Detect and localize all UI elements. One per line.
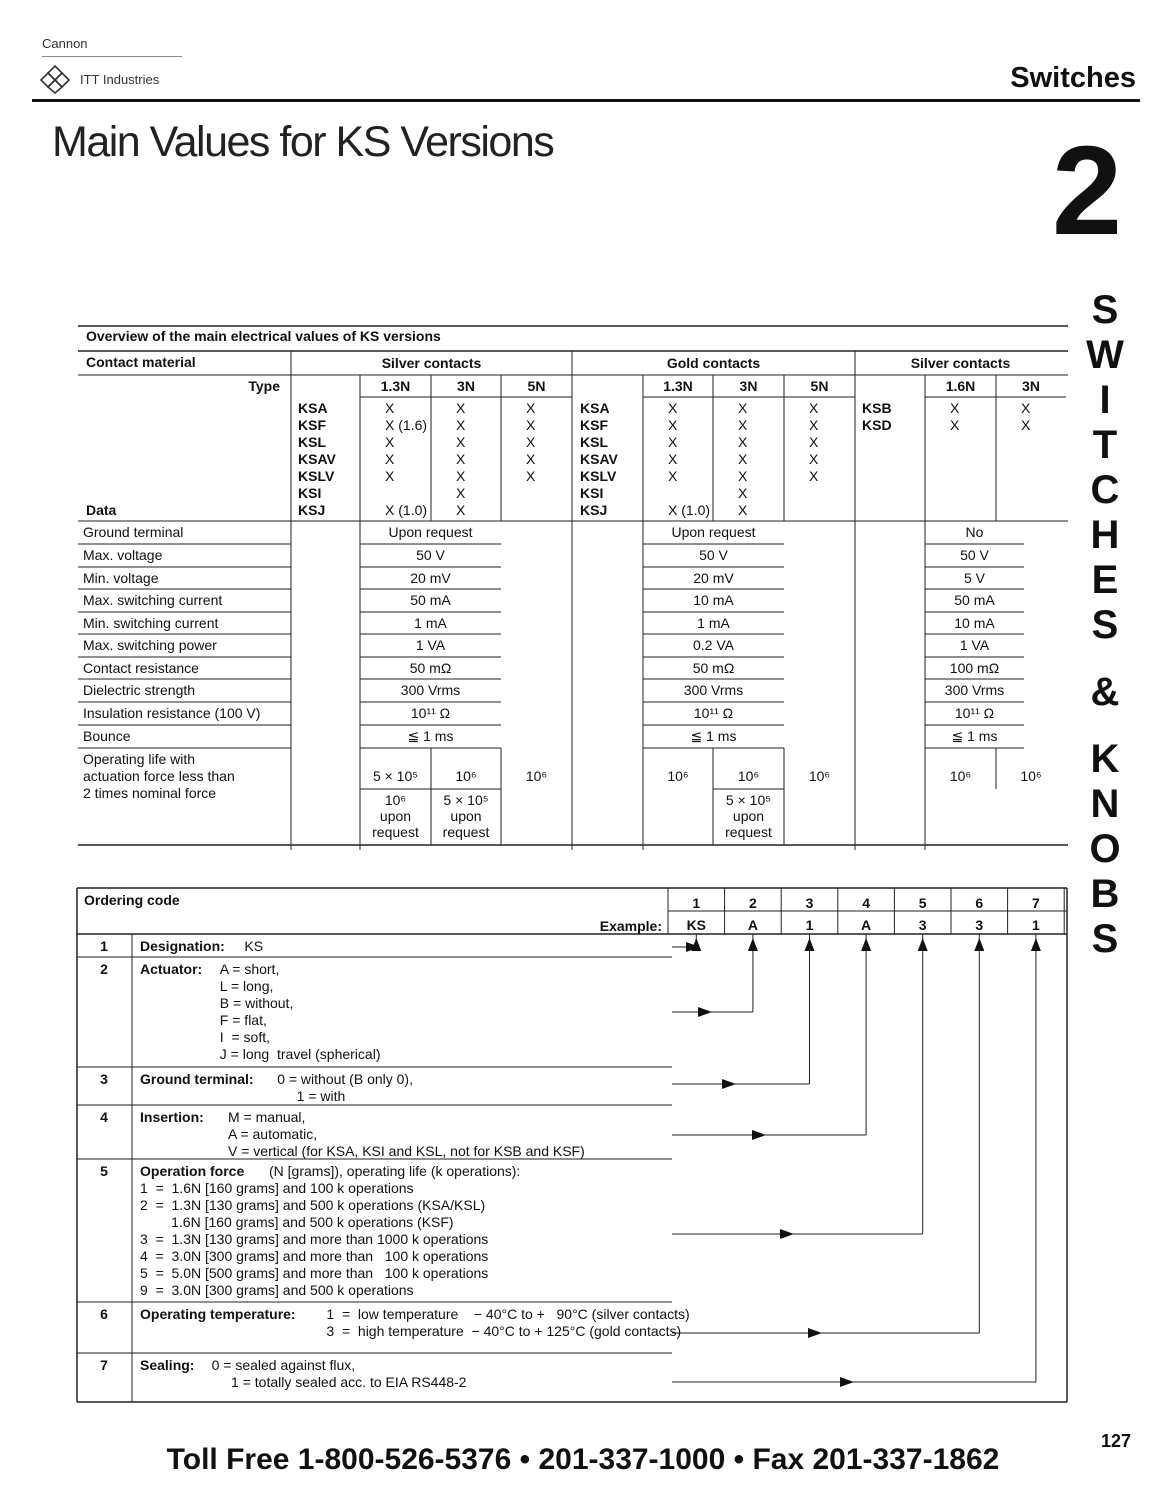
row-number: 6: [100, 1306, 108, 1322]
availability-mark: X: [526, 468, 536, 484]
availability-mark: X: [668, 451, 678, 467]
row-label: Min. voltage: [83, 570, 159, 586]
availability-mark: X: [526, 434, 536, 450]
option-label: Sealing:: [140, 1357, 195, 1373]
option-line: 1 = 1.6N [160 grams] and 100 k operations: [140, 1180, 414, 1196]
value-cell: Upon request: [388, 524, 473, 540]
option-line: 0 = sealed against flux,: [211, 1357, 356, 1373]
value-cell: 10 mA: [693, 592, 734, 608]
option-line: F = flat,: [219, 1012, 267, 1028]
itt-logo-icon: [40, 64, 70, 94]
row-number: 7: [100, 1357, 108, 1373]
header-rule: [32, 99, 1140, 102]
availability-mark: X: [456, 400, 466, 416]
value-cell: 50 mA: [410, 592, 451, 608]
value-cell: 50 V: [699, 547, 728, 563]
vertical-letter: S: [1091, 288, 1119, 332]
type-header: 5N: [527, 378, 546, 394]
type-header: 3N: [457, 378, 475, 394]
vertical-letter: N: [1090, 782, 1120, 826]
value-cell: 100 mΩ: [949, 660, 1000, 676]
life-value: 5 × 10⁵: [372, 768, 419, 784]
type-header: 1.3N: [380, 378, 411, 394]
option-line: J = long travel (spherical): [219, 1046, 381, 1062]
type-header: 3N: [739, 378, 758, 394]
availability-mark: X: [456, 451, 466, 467]
row-label: Max. switching power: [83, 637, 217, 653]
life-value: 10⁶: [1020, 768, 1042, 784]
vertical-letter: O: [1089, 827, 1121, 871]
option-line: 4 = 3.0N [300 grams] and more than 100 k operations: [140, 1248, 489, 1264]
value-cell: 300 Vrms: [944, 682, 1005, 698]
option-label: Actuator:: [140, 961, 203, 977]
row-label: Bounce: [83, 728, 131, 744]
value-cell: 50 mΩ: [409, 660, 452, 676]
availability-mark: X: [526, 400, 536, 416]
option-line: 3 = high temperature − 40°C to + 125°C (gold contacts): [326, 1323, 682, 1339]
row-number: 2: [100, 961, 108, 977]
value-cell: 0.2 VA: [693, 637, 734, 653]
version-code: KSL: [580, 434, 608, 450]
vertical-letter: I: [1099, 378, 1111, 422]
value-cell: 10¹¹ Ω: [954, 705, 995, 721]
company-name: ITT Industries: [80, 72, 160, 87]
availability-mark: X: [385, 468, 395, 484]
option-label: Designation:: [140, 938, 225, 954]
option-line: 1 = low temperature − 40°C to + 90°C (silver contacts): [326, 1306, 690, 1322]
option-label: Operation force: [140, 1163, 245, 1179]
value-cell: 50 V: [960, 547, 989, 563]
example-value: 3: [918, 917, 927, 933]
row-number: 5: [100, 1163, 108, 1179]
position-number: 4: [862, 895, 870, 911]
table-title: Overview of the main electrical values of KS versions: [86, 328, 441, 344]
type-header: 5N: [810, 378, 829, 394]
position-number: 3: [805, 895, 814, 911]
life-value: 10⁶: [949, 768, 972, 784]
version-code: KSJ: [580, 502, 608, 518]
vertical-letter: &: [1090, 670, 1120, 714]
availability-mark: X: [456, 502, 466, 518]
value-cell: 10¹¹ Ω: [410, 705, 451, 721]
version-code: KSL: [298, 434, 326, 450]
option-line: KS: [244, 938, 264, 954]
availability-mark: X: [738, 502, 748, 518]
header-label: Data: [86, 502, 117, 518]
value-cell: 50 mA: [954, 592, 995, 608]
version-code: KSD: [862, 417, 892, 433]
version-code: KSF: [580, 417, 608, 433]
row-label: Operating life with actuation force less than 2 times nominal force: [83, 751, 235, 801]
availability-mark: X: [809, 400, 819, 416]
availability-mark: X (1.6): [385, 417, 428, 433]
header-label: Type: [248, 378, 280, 394]
brand-divider: [42, 56, 182, 57]
availability-mark: X: [385, 434, 395, 450]
life-request: 5 × 10⁵ upon request: [442, 792, 490, 840]
value-cell: 1 VA: [415, 637, 446, 653]
version-code: KSI: [580, 485, 604, 501]
group-header: Gold contacts: [666, 355, 761, 371]
example-value: 1: [1031, 917, 1040, 933]
row-label: Min. switching current: [83, 615, 219, 631]
row-number: 4: [100, 1109, 108, 1125]
group-header: Silver contacts: [910, 355, 1011, 371]
table-title: Ordering code: [84, 892, 180, 908]
value-cell: ≦ 1 ms: [690, 728, 737, 744]
life-request: 10⁶ upon request: [372, 792, 419, 840]
value-cell: 300 Vrms: [400, 682, 461, 698]
version-code: KSLV: [580, 468, 617, 484]
chapter-number: 2: [1052, 120, 1119, 261]
version-code: KSB: [862, 400, 892, 416]
option-label: Insertion:: [140, 1109, 204, 1125]
availability-mark: X: [456, 417, 466, 433]
vertical-letter: [1074, 648, 1136, 670]
version-code: KSA: [580, 400, 610, 416]
version-code: KSLV: [298, 468, 335, 484]
value-cell: 5 V: [963, 570, 986, 586]
row-label: Contact resistance: [83, 660, 199, 676]
availability-mark: X: [526, 417, 536, 433]
availability-mark: X: [738, 468, 748, 484]
value-cell: 1 mA: [414, 615, 447, 631]
availability-mark: X: [668, 434, 678, 450]
contact-footer: Toll Free 1-800-526-5376 • 201-337-1000 • Fax 201-337-1862: [166, 1443, 1000, 1476]
availability-mark: X: [456, 468, 466, 484]
life-value: 10⁶: [525, 768, 548, 784]
value-cell: 300 Vrms: [683, 682, 744, 698]
availability-mark: X: [809, 417, 819, 433]
availability-mark: X: [738, 485, 748, 501]
availability-mark: X (1.0): [668, 502, 711, 518]
vertical-letter: B: [1090, 872, 1120, 916]
row-number: 3: [100, 1071, 108, 1087]
ordering-code-table: [76, 887, 1068, 1405]
version-code: KSA: [298, 400, 328, 416]
example-value: 3: [975, 917, 984, 933]
value-cell: 10¹¹ Ω: [693, 705, 734, 721]
vertical-letter: [1074, 715, 1136, 737]
version-code: KSI: [298, 485, 322, 501]
row-label: Dielectric strength: [83, 682, 196, 698]
option-line: 5 = 5.0N [500 grams] and more than 100 k operations: [140, 1265, 489, 1281]
option-label: Ground terminal:: [140, 1071, 254, 1087]
availability-mark: X: [668, 417, 678, 433]
page-number: 127: [1101, 1431, 1132, 1451]
vertical-letter: T: [1092, 423, 1118, 467]
brand-name: Cannon: [42, 36, 88, 51]
vertical-letter: S: [1091, 603, 1119, 647]
value-cell: 1 VA: [959, 637, 990, 653]
header-label: Contact material: [86, 354, 196, 370]
value-cell: 50 V: [416, 547, 445, 563]
value-cell: No: [965, 524, 984, 540]
availability-mark: X: [738, 451, 748, 467]
value-cell: 20 mV: [693, 570, 734, 586]
availability-mark: X: [1021, 417, 1031, 433]
vertical-letter: E: [1091, 558, 1119, 602]
option-line: B = without,: [219, 995, 294, 1011]
vertical-section-label: [1074, 288, 1136, 962]
value-cell: ≦ 1 ms: [407, 728, 454, 744]
version-code: KSJ: [298, 502, 326, 518]
example-label: Example:: [599, 918, 662, 934]
vertical-letter: C: [1090, 468, 1120, 512]
row-number: 1: [100, 938, 108, 954]
overview-table: [78, 325, 1068, 850]
availability-mark: X: [456, 434, 466, 450]
position-number: 2: [748, 895, 757, 911]
option-line: A = short,: [219, 961, 280, 977]
value-cell: ≦ 1 ms: [951, 728, 998, 744]
availability-mark: X: [809, 468, 819, 484]
value-cell: 10 mA: [954, 615, 995, 631]
value-cell: Upon request: [671, 524, 756, 540]
life-request: 5 × 10⁵ upon request: [725, 792, 772, 840]
value-cell: 50 mΩ: [692, 660, 735, 676]
example-value: A: [747, 917, 758, 933]
position-number: 7: [1031, 895, 1040, 911]
availability-mark: X: [809, 434, 819, 450]
availability-mark: X: [738, 400, 748, 416]
option-line: L = long,: [219, 978, 274, 994]
availability-mark: X: [950, 417, 960, 433]
version-code: KSF: [298, 417, 326, 433]
option-line: A = automatic,: [228, 1126, 318, 1142]
option-label-suffix: (N [grams]), operating life (k operations):: [269, 1163, 521, 1179]
vertical-letter: S: [1091, 917, 1119, 961]
option-line: I = soft,: [219, 1029, 270, 1045]
example-value: 1: [805, 917, 814, 933]
availability-mark: X: [385, 451, 395, 467]
availability-mark: X: [526, 451, 536, 467]
row-label: Max. switching current: [83, 592, 223, 608]
vertical-letter: K: [1090, 737, 1120, 781]
value-cell: 1 mA: [697, 615, 730, 631]
availability-mark: X: [385, 400, 395, 416]
option-line: 0 = without (B only 0),: [277, 1071, 413, 1087]
option-line: 1.6N [160 grams] and 500 k operations (KSF): [140, 1214, 454, 1230]
group-header: Silver contacts: [381, 355, 482, 371]
row-label: Max. voltage: [83, 547, 163, 563]
type-header: 1.6N: [945, 378, 976, 394]
vertical-letter: W: [1086, 333, 1124, 377]
life-value: 10⁶: [455, 768, 477, 784]
option-line: M = manual,: [228, 1109, 306, 1125]
position-number: 6: [975, 895, 984, 911]
availability-mark: X: [738, 434, 748, 450]
page-title: Main Values for KS Versions: [52, 118, 554, 166]
version-code: KSAV: [580, 451, 618, 467]
option-line: 1 = totally sealed acc. to EIA RS448-2: [211, 1374, 467, 1390]
option-label: Operating temperature:: [140, 1306, 296, 1322]
example-value: KS: [686, 917, 707, 933]
availability-mark: X (1.0): [385, 502, 428, 518]
section-title: Switches: [1010, 62, 1136, 94]
value-cell: 20 mV: [410, 570, 451, 586]
availability-mark: X: [738, 417, 748, 433]
example-value: A: [861, 917, 872, 933]
availability-mark: X: [1021, 400, 1031, 416]
availability-mark: X: [668, 400, 678, 416]
life-value: 10⁶: [667, 768, 689, 784]
version-code: KSAV: [298, 451, 336, 467]
type-header: 3N: [1022, 378, 1040, 394]
availability-mark: X: [950, 400, 960, 416]
row-label: Ground terminal: [83, 524, 184, 540]
option-line: 2 = 1.3N [130 grams] and 500 k operations (KSA/KSL): [140, 1197, 486, 1213]
availability-mark: X: [809, 451, 819, 467]
type-header: 1.3N: [663, 378, 693, 394]
availability-mark: X: [456, 485, 466, 501]
life-value: 10⁶: [808, 768, 831, 784]
option-line: 9 = 3.0N [300 grams] and 500 k operations: [140, 1282, 414, 1298]
position-number: 1: [692, 895, 701, 911]
option-line: V = vertical (for KSA, KSI and KSL, not for KSB and KSF): [228, 1143, 585, 1159]
life-value: 10⁶: [737, 768, 760, 784]
row-label: Insulation resistance (100 V): [83, 705, 261, 721]
option-line: 3 = 1.3N [130 grams] and more than 1000 k operations: [140, 1231, 489, 1247]
option-line: 1 = with: [277, 1088, 346, 1104]
availability-mark: X: [668, 468, 678, 484]
vertical-letter: H: [1090, 513, 1120, 557]
position-number: 5: [918, 895, 927, 911]
